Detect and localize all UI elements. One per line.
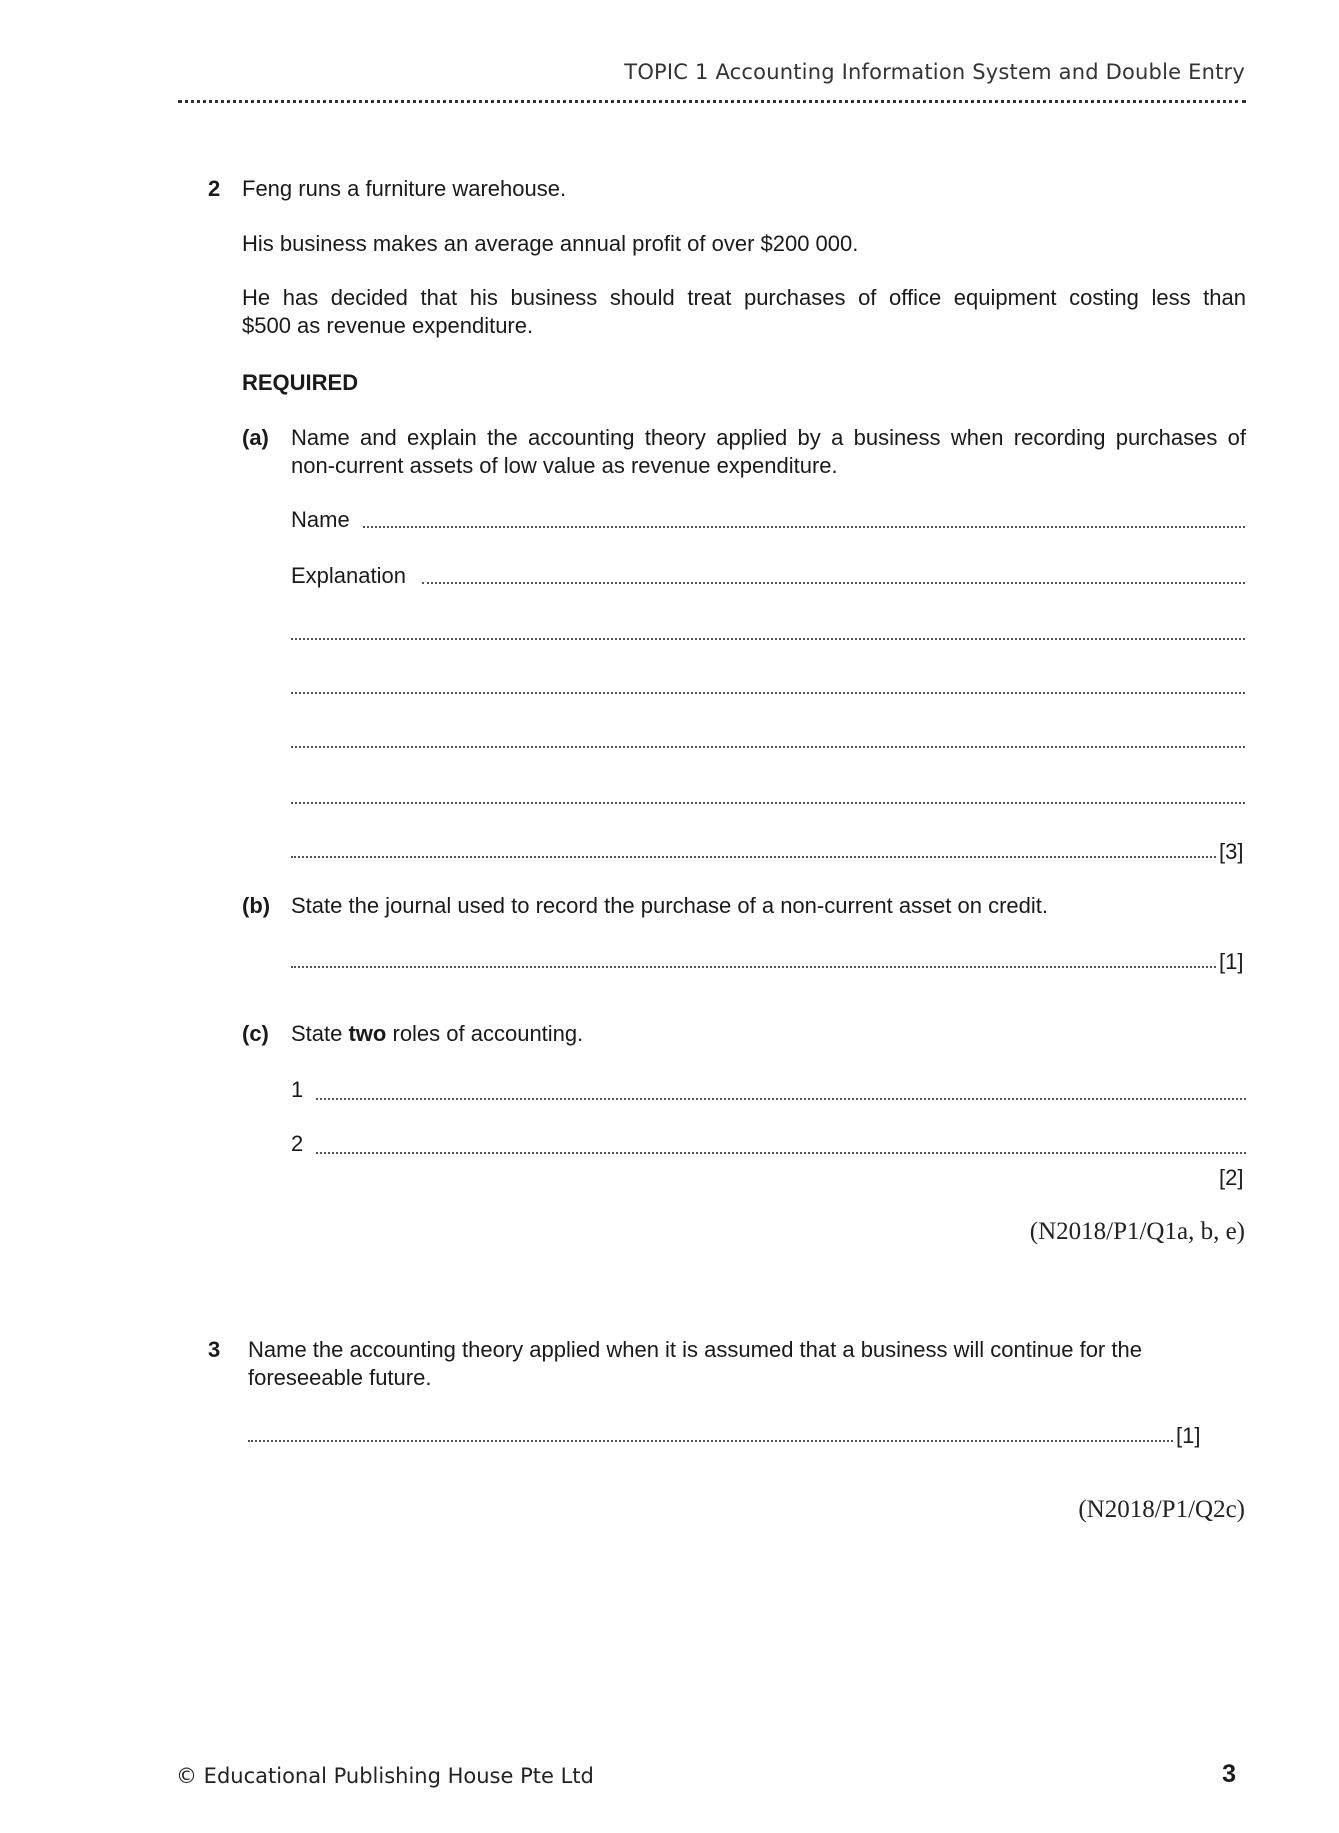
part-a-text-2: non-current assets of low value as revenue expenditure.: [291, 453, 838, 478]
part-a-mark: [3]: [1219, 839, 1244, 864]
explanation-answer-line-6[interactable]: [291, 856, 1216, 858]
question-2-line-2: His business makes an average annual profit of over $200 000.: [242, 231, 859, 256]
part-b-mark: [1]: [1219, 949, 1244, 974]
part-a-text-1: Name and explain the accounting theory applied by a business when recording purchases of: [291, 425, 1246, 450]
part-b-label: (b): [242, 893, 271, 918]
required-heading: REQUIRED: [242, 370, 359, 395]
running-header: TOPIC 1 Accounting Information System and Double Entry: [624, 60, 1245, 84]
question-3-text-2: foreseeable future.: [248, 1365, 432, 1390]
question-2-number: 2: [208, 176, 221, 201]
part-c-mark: [2]: [1219, 1165, 1244, 1190]
page-number: 3: [1222, 1760, 1236, 1788]
part-c-answer-line-1[interactable]: [316, 1098, 1246, 1100]
explanation-answer-line-4[interactable]: [291, 746, 1245, 748]
part-c-text-before: State: [291, 1021, 349, 1046]
explanation-answer-line-5[interactable]: [291, 802, 1245, 804]
question-2-line-3b: $500 as revenue expenditure.: [242, 313, 534, 338]
question-2-source: (N2018/P1/Q1a, b, e): [1029, 1218, 1245, 1245]
explanation-answer-line-2[interactable]: [291, 638, 1245, 640]
question-3-answer-line[interactable]: [248, 1440, 1173, 1442]
copyright-footer: © Educational Publishing House Pte Ltd: [176, 1764, 594, 1788]
question-3-mark: [1]: [1176, 1423, 1201, 1448]
part-b-answer-line[interactable]: [291, 966, 1216, 968]
question-3-text-1: Name the accounting theory applied when it is assumed that a business will continue for the: [248, 1337, 1142, 1362]
part-a-label: (a): [242, 425, 269, 450]
question-3-source: (N2018/P1/Q2c): [1078, 1496, 1245, 1523]
explanation-answer-line-3[interactable]: [291, 692, 1245, 694]
explanation-label: Explanation: [291, 563, 406, 588]
explanation-answer-line-1[interactable]: [422, 582, 1245, 584]
part-c-answer-line-2[interactable]: [316, 1152, 1246, 1154]
question-2-line-3a: He has decided that his business should treat purchases of office equipment costing less than: [242, 285, 1246, 310]
part-c-text-bold: two: [348, 1021, 387, 1046]
part-c-text: [291, 1020, 583, 1048]
part-b-text: State the journal used to record the purchase of a non-current asset on credit.: [291, 893, 1049, 918]
question-3-number: 3: [208, 1337, 221, 1362]
part-c-item-1-number: 1: [291, 1077, 304, 1102]
name-label: Name: [291, 507, 350, 532]
header-divider: [178, 100, 1246, 103]
question-2-line-1: Feng runs a furniture warehouse.: [242, 176, 567, 201]
part-c-text-after: roles of accounting.: [386, 1021, 584, 1046]
part-c-item-2-number: 2: [291, 1131, 304, 1156]
part-c-label: (c): [242, 1021, 269, 1046]
name-answer-line[interactable]: [363, 526, 1245, 528]
